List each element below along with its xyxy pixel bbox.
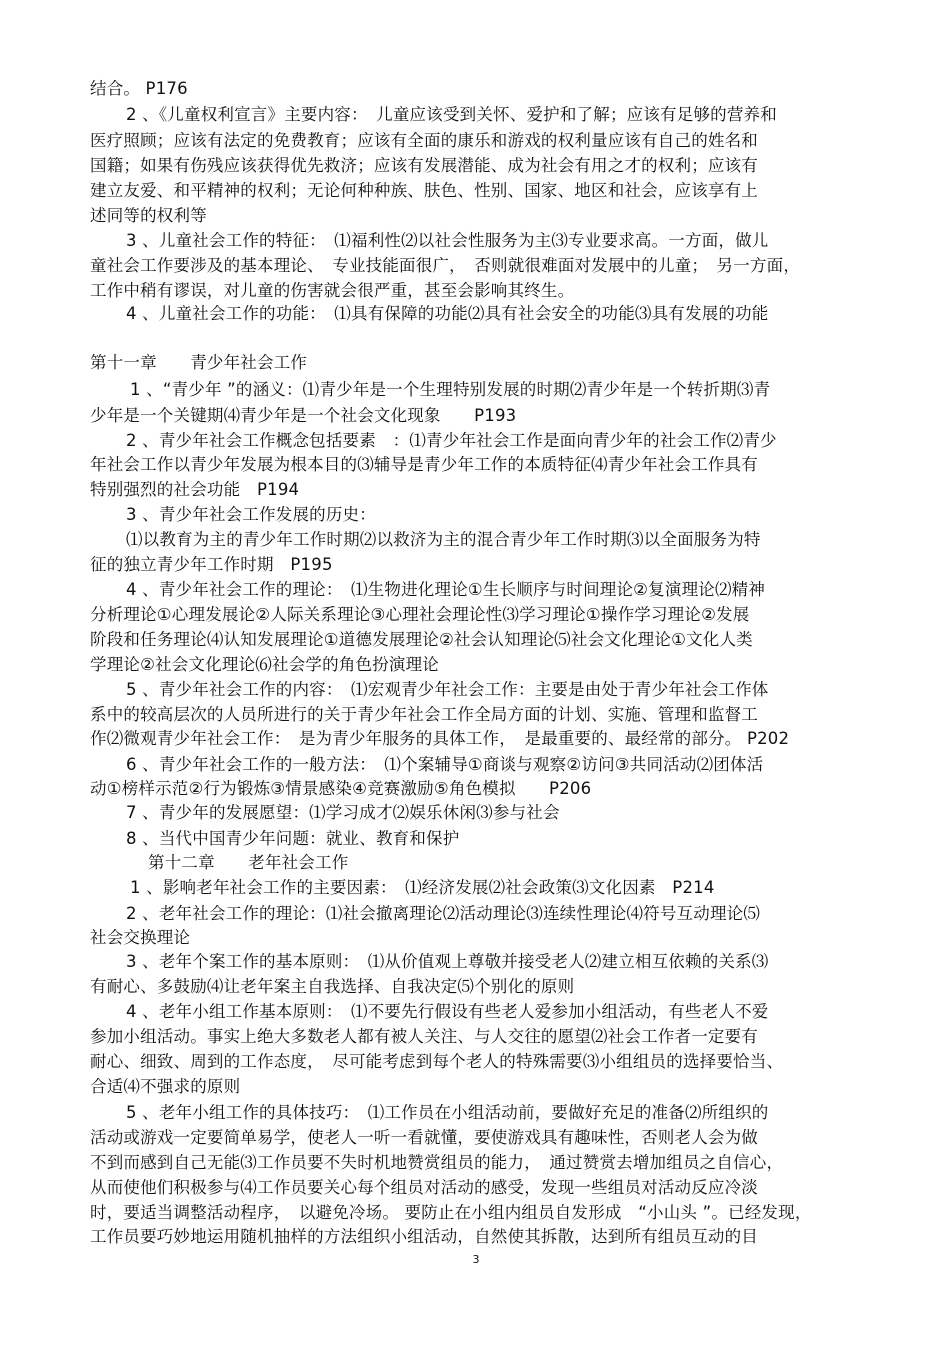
text-line: 7 、青少年的发展愿望：⑴学习成才⑵娱乐休闲⑶参与社会 <box>126 803 560 822</box>
text-line: 时，要适当调整活动程序， 以避免冷场。 要防止在小组内组员自发形成 “小山头 ”。已经发现， <box>90 1203 812 1222</box>
page-number: 3 <box>472 1253 480 1266</box>
chapter-heading: 第十二章 老年社会工作 <box>148 853 349 872</box>
text-line: 建立友爱、和平精神的权利；无论何种种族、肤色、性别、国家、地区和社会，应该享有上 <box>90 181 758 200</box>
text-line: 述同等的权利等 <box>90 206 207 225</box>
text-line: 社会交换理论 <box>90 928 191 947</box>
text-line: 征的独立青少年工作时期 P195 <box>90 555 333 574</box>
text-line: 从而使他们积极参与⑷工作员要关心每个组员对活动的感受，发现一些组员对活动反应冷淡 <box>90 1178 758 1197</box>
text-line: 2 、《儿童权利宣言》主要内容： 儿童应该受到关怀、爱护和了解；应该有足够的营养和 <box>126 105 777 124</box>
text-line: 3 、老年个案工作的基本原则： ⑴从价值观上尊敬并接受老人⑵建立相互依赖的关系⑶ <box>126 952 769 971</box>
text-line: 国籍；如果有伤残应该获得优先救济；应该有发展潜能、成为社会有用之才的权利；应该有 <box>90 156 758 175</box>
text-line: 特别强烈的社会功能 P194 <box>90 480 300 499</box>
text-line: 3 、儿童社会工作的特征： ⑴福利性⑵以社会性服务为主⑶专业要求高。一方面，做儿 <box>126 231 769 250</box>
text-line: 阶段和任务理论⑷认知发展理论①道德发展理论②社会认知理论⑸社会文化理论①文化人类 <box>90 630 753 649</box>
text-line: 耐心、细致、周到的工作态度， 尽可能考虑到每个老人的特殊需要⑶小组组员的选择要恰当、 <box>90 1052 784 1071</box>
text-line: 有耐心、多鼓励⑷让老年案主自我选择、自我决定⑸个别化的原则 <box>90 977 575 996</box>
text-line: 不到而感到自己无能⑶工作员要不失时机地赞赏组员的能力， 通过赞赏去增加组员之自信心， <box>90 1153 784 1172</box>
text-line: ⑴以教育为主的青少年工作时期⑵以救济为主的混合青少年工作时期⑶以全面服务为特 <box>126 530 761 549</box>
text-line: 5 、青少年社会工作的内容： ⑴宏观青少年社会工作：主要是由处于青少年社会工作体 <box>126 680 769 699</box>
text-line: 工作员要巧妙地运用随机抽样的方法组织小组活动，自然使其拆散，达到所有组员互动的目 <box>90 1227 758 1246</box>
text-line: 动①榜样示范②行为锻炼③情景感染④竞赛激励⑤角色模拟 P206 <box>90 779 592 798</box>
text-line: 学理论②社会文化理论⑹社会学的角色扮演理论 <box>90 655 439 674</box>
text-line: 2 、青少年社会工作概念包括要素 ：⑴青少年社会工作是面向青少年的社会工作⑵青少 <box>126 431 777 450</box>
text-line: 5 、老年小组工作的具体技巧： ⑴工作员在小组活动前，要做好充足的准备⑵所组织的 <box>126 1103 769 1122</box>
text-line: 分析理论①心理发展论②人际关系理论③心理社会理论性⑶学习理论①操作学习理论②发展 <box>90 605 750 624</box>
text-line: 年社会工作以青少年发展为根本目的⑶辅导是青少年工作的本质特征⑷青少年社会工作具有 <box>90 455 758 474</box>
text-line: 1 、“青少年 ”的涵义：⑴青少年是一个生理特别发展的时期⑵青少年是一个转折期⑶青 <box>130 380 771 399</box>
text-line: 参加小组活动。事实上绝大多数老人都有被人关注、与人交往的愿望⑵社会工作者一定要有 <box>90 1027 758 1046</box>
text-line: 童社会工作要涉及的基本理论、 专业技能面很广， 否则就很难面对发展中的儿童； 另一方面， <box>90 256 801 275</box>
text-line: 4 、老年小组工作基本原则： ⑴不要先行假设有些老人爱参加小组活动，有些老人不爱 <box>126 1002 769 1021</box>
text-line: 4 、儿童社会工作的功能： ⑴具有保障的功能⑵具有社会安全的功能⑶具有发展的功能 <box>126 304 769 323</box>
text-line: 医疗照顾；应该有法定的免费教育；应该有全面的康乐和游戏的权利量应该有自己的姓名和 <box>90 131 758 150</box>
text-line: 3 、青少年社会工作发展的历史： <box>126 505 376 524</box>
text-line: 6 、青少年社会工作的一般方法： ⑴个案辅导①商谈与观察②访问③共同活动⑵团体活 <box>126 755 764 774</box>
text-line: 活动或游戏一定要简单易学，使老人一听一看就懂，要使游戏具有趣味性，否则老人会为做 <box>90 1128 758 1147</box>
text-line: 合适⑷不强求的原则 <box>90 1077 241 1096</box>
text-line: 结合。 P176 <box>90 79 188 98</box>
text-line: 2 、老年社会工作的理论：⑴社会撤离理论⑵活动理论⑶连续性理论⑷符号互动理论⑸ <box>126 904 761 923</box>
text-line: 作⑵微观青少年社会工作： 是为青少年服务的具体工作， 是最重要的、最经常的部分。 P202 <box>90 729 790 748</box>
text-line: 系中的较高层次的人员所进行的关于青少年社会工作全局方面的计划、实施、管理和监督工 <box>90 705 758 724</box>
text-line: 1 、影响老年社会工作的主要因素： ⑴经济发展⑵社会政策⑶文化因素 P214 <box>130 878 715 897</box>
text-line: 工作中稍有谬误，对儿童的伤害就会很严重，甚至会影响其终生。 <box>90 281 575 300</box>
text-line: 少年是一个关键期⑷青少年是一个社会文化现象 P193 <box>90 406 517 425</box>
text-line: 8 、当代中国青少年问题：就业、教育和保护 <box>126 829 460 848</box>
text-line: 4 、青少年社会工作的理论： ⑴生物进化理论①生长顺序与时间理论②复演理论⑵精神 <box>126 580 766 599</box>
chapter-heading: 第十一章 青少年社会工作 <box>90 353 308 372</box>
